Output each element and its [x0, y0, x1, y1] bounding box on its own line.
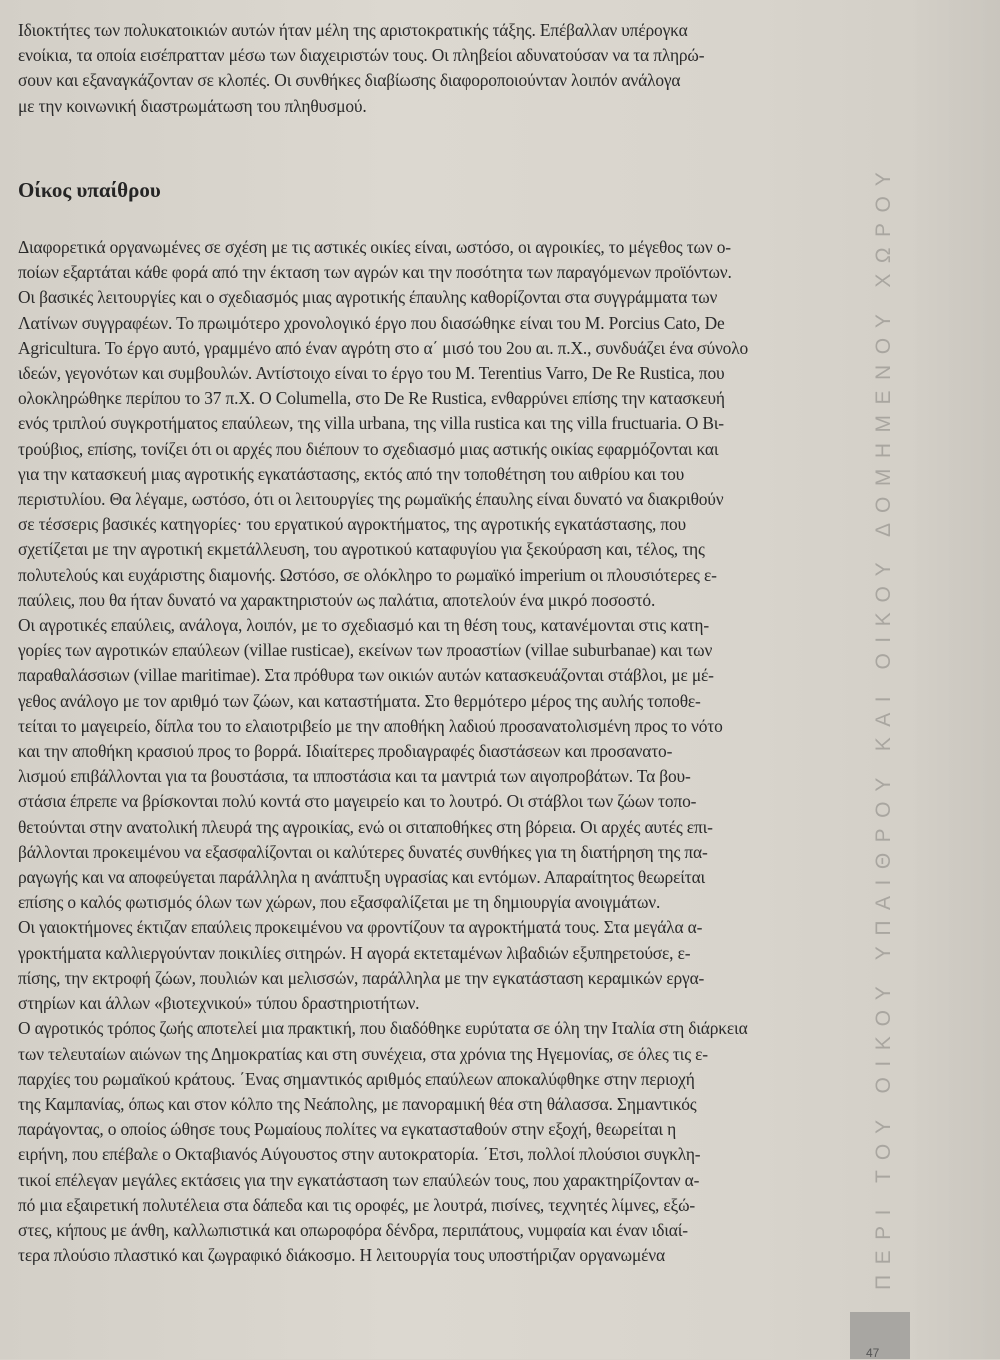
text-line: ραγωγής και να αποφεύγεται παράλληλα η ανάπτυξη υγρασίας και εντόμων. Απαραίτητος θεωρείται [18, 867, 706, 888]
text-line: παράγοντας, ο οποίος ώθησε τους Ρωμαίους πολίτες να εγκατασταθούν στην εξοχή, θεωρείται η [18, 1119, 677, 1140]
text-line: ολοκληρώθηκε περίπου το 37 π.Χ. Ο Columella, στο De Re Rustica, ενθαρρύνει επίσης την κατασκευή [18, 388, 725, 409]
text-line: ιδεών, γεγονότων και συμβουλών. Αντίστοιχο είναι το έργο του M. Terentius Varro, De Re Rustica, που [18, 363, 725, 384]
text-line: παρχίες του ρωμαϊκού κράτους. ΄Ενας σημαντικός αριθμός επαύλεων αποκαλύφθηκε στην περιοχή [18, 1068, 695, 1089]
section-body [18, 235, 858, 1268]
text-line: στηρίων και άλλων «βιοτεχνικού» τύπου δραστηριοτήτων. [18, 993, 420, 1014]
intro-paragraph [18, 18, 858, 119]
text-line: τείται το μαγειρείο, δίπλα του το ελαιοτριβείο με την αποθήκη λαδιού προσανατολισμένη προς το νότο [18, 715, 723, 736]
text-line: γεθος ανάλογο με τον αριθμό των ζώων, και καταστήματα. Στο θερμότερο μέρος της αυλής τοποθε- [18, 690, 701, 711]
text-line: γροκτήματα καλλιεργούνταν ποικιλίες σιτηρών. Η αγορά εκτεταμένων λιβαδιών εξυπηρετούσε, ε- [18, 942, 691, 963]
page-number: 47 [866, 1346, 880, 1360]
text-line: πίσης, την εκτροφή ζώων, πουλιών και μελισσών, παράλληλα με την εγκατάσταση κεραμικών εργα- [18, 967, 705, 988]
text-line: σχετίζεται με την αγροτική εκμετάλλευση, του αγροτικού καταφυγίου για ξεκούραση και, τέλος, της [18, 539, 705, 560]
text-line: στες, κήπους με άνθη, καλλωπιστικά και οπωροφόρα δένδρα, περιπάτους, νυμφαία και έναν ιδιαί- [18, 1219, 688, 1240]
text-line: βάλλονται προκειμένου να εξασφαλίζονται οι καλύτερες δυνατές συνθήκες για τη διατήρηση της πα- [18, 841, 708, 862]
text-line: παύλεις, που θα ήταν δυνατό να χαρακτηριστούν ως παλάτια, αποτελούν ένα μικρό ποσοστό. [18, 589, 656, 610]
section-heading: Οίκος υπαίθρου [18, 178, 161, 202]
text-line: για την κατασκευή μιας αγροτικής εγκατάστασης, εκτός από την τοποθέτηση του αιθρίου και του [18, 463, 685, 484]
text-line: λισμού επιβάλλονται για τα βουστάσια, τα ιπποστάσια και τα μαντριά των αιγοπροβάτων. Τα βου- [18, 766, 691, 787]
text-line: πολυτελούς και ευχάριστης διαμονής. Ωστόσο, σε ολόκληρο το ρωμαϊκό imperium οι πλουσιότερες ε- [18, 564, 717, 585]
text-line: Ιδιοκτήτες των πολυκατοικιών αυτών ήταν μέλη της αριστοκρατικής τάξης. Επέβαλλαν υπέρογκα [18, 20, 688, 40]
text-line: τρούβιος, επίσης, τονίζει ότι οι αρχές που διέπουν το σχεδιασμό μιας αστικής οικίας εφαρμόζονται και [18, 438, 719, 459]
text-line: περιστυλίου. Θα λέγαμε, ωστόσο, ότι οι λειτουργίες της ρωμαϊκής έπαυλης είναι δυνατό να διακριθούν [18, 489, 724, 510]
text-line: Διαφορετικά οργανωμένες σε σχέση με τις αστικές οικίες είναι, ωστόσο, οι αγροικίες, το μέγεθος των ο- [18, 237, 731, 257]
text-line: Οι αγροτικές επαύλεις, ανάλογα, λοιπόν, με το σχεδιασμό και τη θέση τους, κατανέμονται στις κατη- [18, 615, 710, 636]
text-line: σε τέσσερις βασικές κατηγορίες· του εργατικού αγροκτήματος, της αγροτικής εγκατάστασης, που [18, 514, 686, 535]
text-line: τερα πλούσιο πλαστικό και ζωγραφικό διάκοσμο. Η λειτουργία τους υποστήριζαν οργανωμένα [18, 1245, 665, 1266]
text-line: και την αποθήκη κρασιού προς το βορρά. Ιδιαίτερες προδιαγραφές διαστάσεων και προσανατο- [18, 741, 673, 762]
text-line: ειρήνη, που επέβαλε ο Οκταβιανός Αύγουστος στην αυτοκρατορία. ΄Ετσι, πολλοί πλούσιοι συγκλη- [18, 1144, 701, 1165]
text-line: ποίων εξαρτάται κάθε φορά από την έκταση των αγρών και την ποσότητα των παραγόμενων προϊόντων. [18, 262, 732, 283]
text-line: Οι γαιοκτήμονες έκτιζαν επαύλεις προκειμένου να φροντίζουν τα αγροκτήματά τους. Στα μεγάλα α- [18, 917, 703, 938]
text-line: ενός τριπλού συγκροτήματος επαύλεων, της villa urbana, της villa rustica και της villa fructuaria. Ο Βι- [18, 413, 724, 434]
text-line: θετούνται στην ανατολική πλευρά της αγροικίας, ενώ οι σιταποθήκες στη βόρεια. Οι αρχές αυτές επι- [18, 816, 713, 837]
text-line: επίσης ο καλός φωτισμός όλων των χώρων, που εξασφαλίζεται με τη δημιουργία ανοιγμάτων. [18, 892, 661, 913]
text-line: τικοί επέλεγαν μεγάλες εκτάσεις για την εγκατάσταση των επαύλεών τους, που χαρακτηρίζονταν α- [18, 1169, 700, 1190]
text-line: σουν και εξαναγκάζονταν σε κλοπές. Οι συνθήκες διαβίωσης διαφοροποιούνταν λοιπόν ανάλογα [18, 70, 681, 91]
text-line: ενοίκια, τα οποία εισέπρατταν μέσω των διαχειριστών τους. Οι πληβείοι αδυνατούσαν να τα πληρώ- [18, 45, 705, 66]
text-line: Λατίνων συγγραφέων. Το πρωιμότερο χρονολογικό έργο που διασώθηκε είναι του M. Porcius Cato, De [18, 312, 725, 333]
text-line: στάσια έπρεπε να βρίσκονται πολύ κοντά στο μαγειρείο και το λουτρό. Οι στάβλοι των ζώων τοπο- [18, 791, 697, 812]
text-line: της Καμπανίας, όπως και στον κόλπο της Νεάπολης, με πανοραμική θέα στη θάλασσα. Σημαντικός [18, 1093, 697, 1114]
page-gutter-shadow [910, 0, 1000, 1359]
running-side-title: ΠΕΡΙ ΤΟΥ ΟΙΚΟΥ ΥΠΑΙΘΡΟΥ ΚΑΙ ΟΙΚΟΥ ΔΟΜΗΜΕΝΟΥ ΧΩΡΟΥ [872, 161, 895, 1290]
text-line: παραθαλάσσιων (villae maritimae). Στα πρόθυρα των οικιών αυτών κατασκευάζονται στάβλοι, με μέ- [18, 665, 714, 686]
text-line: Agricultura. Το έργο αυτό, γραμμένο από έναν αγρότη στο α΄ μισό του 2ου αι. π.Χ., συνδυάζει ένα σύνολο [18, 337, 749, 358]
text-line: Οι βασικές λειτουργίες και ο σχεδιασμός μιας αγροτικής έπαυλης καθορίζονται στα συγγράμματα των [18, 287, 718, 308]
text-line: Ο αγροτικός τρόπος ζωής αποτελεί μια πρακτική, που διαδόθηκε ευρύτατα σε όλη την Ιταλία στη διάρκεια [18, 1018, 748, 1039]
text-line: πό μια εξαιρετική πολυτέλεια στα δάπεδα και τις οροφές, με λουτρά, πισίνες, τεχνητές λίμνες, εξώ- [18, 1194, 696, 1215]
text-line: των τελευταίων αιώνων της Δημοκρατίας και στη συνέχεια, στα χρόνια της Ηγεμονίας, σε όλες τις ε- [18, 1043, 708, 1064]
text-line: με την κοινωνική διαστρωμάτωση του πληθυσμού. [18, 95, 367, 116]
text-line: γορίες των αγροτικών επαύλεων (villae rusticae), εκείνων των προαστίων (villae suburbanae) και των [18, 640, 713, 661]
page-number-tab [850, 1312, 910, 1359]
